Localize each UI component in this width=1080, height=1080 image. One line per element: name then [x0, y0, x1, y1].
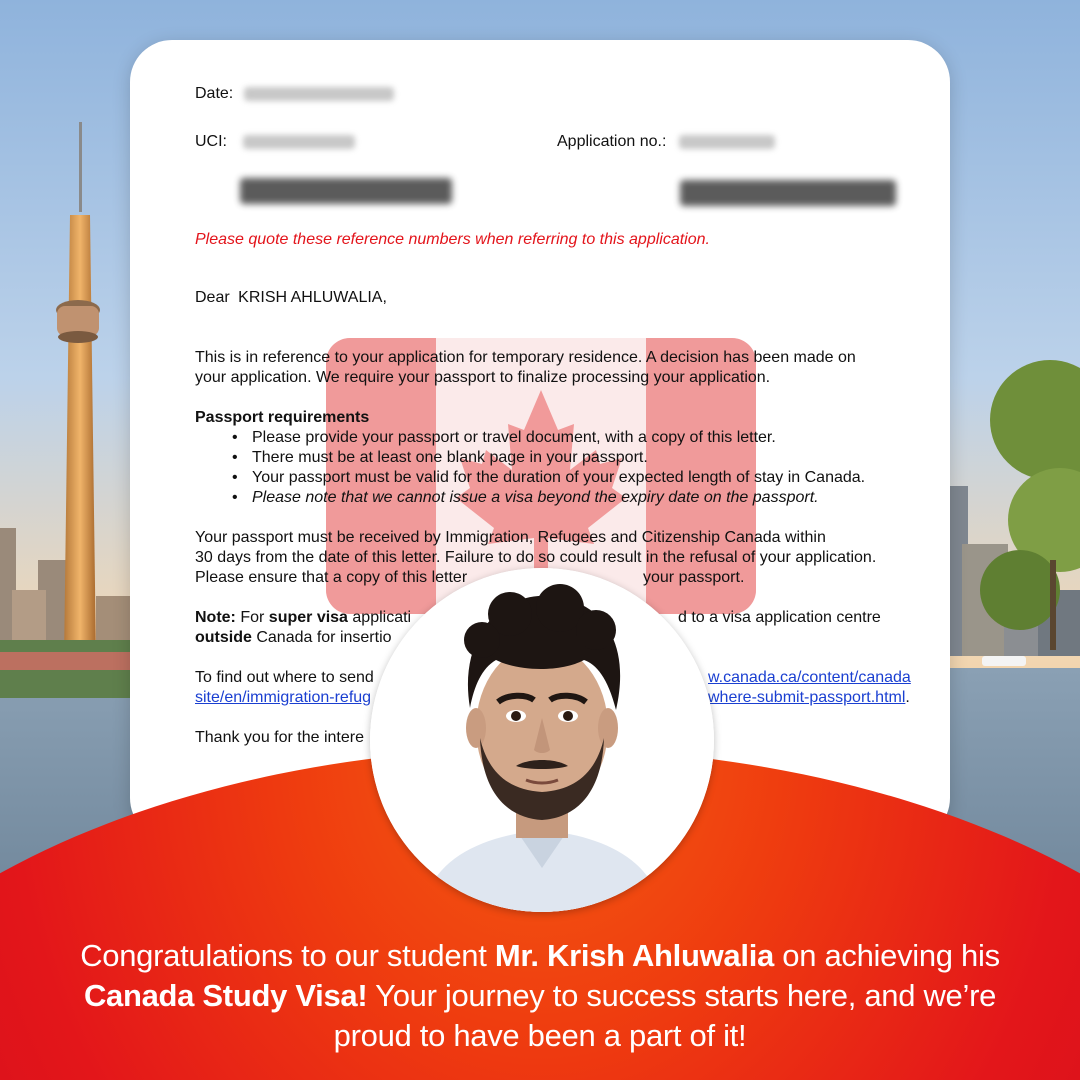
redacted-date: [244, 87, 394, 101]
canada-link-part-3-row: [708, 688, 910, 708]
note-label: Note:: [195, 609, 236, 626]
reference-note: Please quote these reference numbers when referring to this application.: [195, 231, 710, 248]
note-application-fragment: applicati: [352, 609, 412, 626]
bullet: •: [232, 449, 238, 466]
recipient-name: KRISH AHLUWALIA,: [238, 289, 387, 306]
note-super-visa: super visa: [268, 609, 348, 626]
congratulations-caption: [60, 936, 1020, 1056]
requirement-text: Please note that we cannot issue a visa beyond the expiry date on the passport.: [252, 489, 819, 506]
boat: [982, 656, 1026, 666]
uci-label: UCI:: [195, 133, 227, 150]
note-line-1-end: d to a visa application centre: [678, 609, 881, 626]
application-row: [557, 132, 775, 152]
paragraph-2-line-3-end: your passport.: [643, 569, 745, 586]
note-insertion-fragment: Canada for insertio: [256, 629, 392, 646]
caption-line-3: proud to have been a part of it!: [333, 1018, 747, 1053]
requirement-item: [195, 468, 865, 488]
student-photo: [370, 568, 714, 912]
uci-row: [195, 132, 355, 152]
student-name: Mr. Krish Ahluwalia: [494, 938, 774, 973]
redacted-application-barcode: [680, 180, 896, 206]
requirement-item: [195, 448, 865, 468]
date-label: Date:: [195, 85, 234, 102]
note-line-2: [195, 628, 392, 648]
redacted-uci-barcode: [240, 178, 452, 204]
note-for: For: [240, 609, 265, 626]
requirement-item: [195, 428, 865, 448]
paragraph-1-line-2: your application. We require your passport to finalize processing your application.: [195, 369, 771, 386]
bullet: •: [232, 429, 238, 446]
thanks-line: Thank you for the intere: [195, 729, 364, 746]
salutation: [195, 288, 387, 308]
canada-link-part-1[interactable]: w.canada.ca/content/canada: [708, 669, 911, 686]
link-period: .: [905, 689, 910, 706]
caption-line-1: [60, 936, 1020, 976]
requirement-text: There must be at least one blank page in your passport.: [252, 449, 648, 466]
caption-text: on achieving his: [773, 938, 1000, 973]
canada-link-part-2[interactable]: site/en/immigration-refug: [195, 689, 372, 706]
canada-link-part-3[interactable]: where-submit-passport.html: [708, 689, 906, 706]
application-label: Application no.:: [557, 133, 667, 150]
note-outside: outside: [195, 629, 252, 646]
bullet: •: [232, 489, 238, 506]
date-row: [195, 84, 394, 104]
requirement-text: Your passport must be valid for the duration of your expected length of stay in Canada.: [252, 469, 866, 486]
bullet: •: [232, 469, 238, 486]
caption-line-2: [60, 976, 1020, 1016]
paragraph-2-line-2: 30 days from the date of this letter. Failure to do so could result in the refusal of your application.: [195, 549, 877, 566]
student-portrait-illustration: [370, 568, 714, 912]
salutation-dear: Dear: [195, 289, 230, 306]
redacted-application-number: [679, 135, 775, 149]
paragraph-1-line-1: This is in reference to your application for temporary residence. A decision has been made on: [195, 349, 856, 366]
caption-text: Your journey to success starts here, and we’re: [367, 978, 997, 1013]
find-out-line: To find out where to send: [195, 669, 374, 686]
caption-text: Congratulations to our student: [80, 938, 495, 973]
visa-type: Canada Study Visa!: [83, 978, 368, 1013]
note-line-1-start: [195, 608, 411, 628]
requirement-item: [195, 488, 865, 508]
redacted-uci: [243, 135, 355, 149]
requirements-list: [195, 428, 865, 508]
requirement-text: Please provide your passport or travel document, with a copy of this letter.: [252, 429, 776, 446]
paragraph-2-line-3-start: Please ensure that a copy of this letter: [195, 569, 468, 586]
requirements-heading: Passport requirements: [195, 409, 370, 426]
paragraph-2-line-1: Your passport must be received by Immigration, Refugees and Citizenship Canada within: [195, 529, 826, 546]
